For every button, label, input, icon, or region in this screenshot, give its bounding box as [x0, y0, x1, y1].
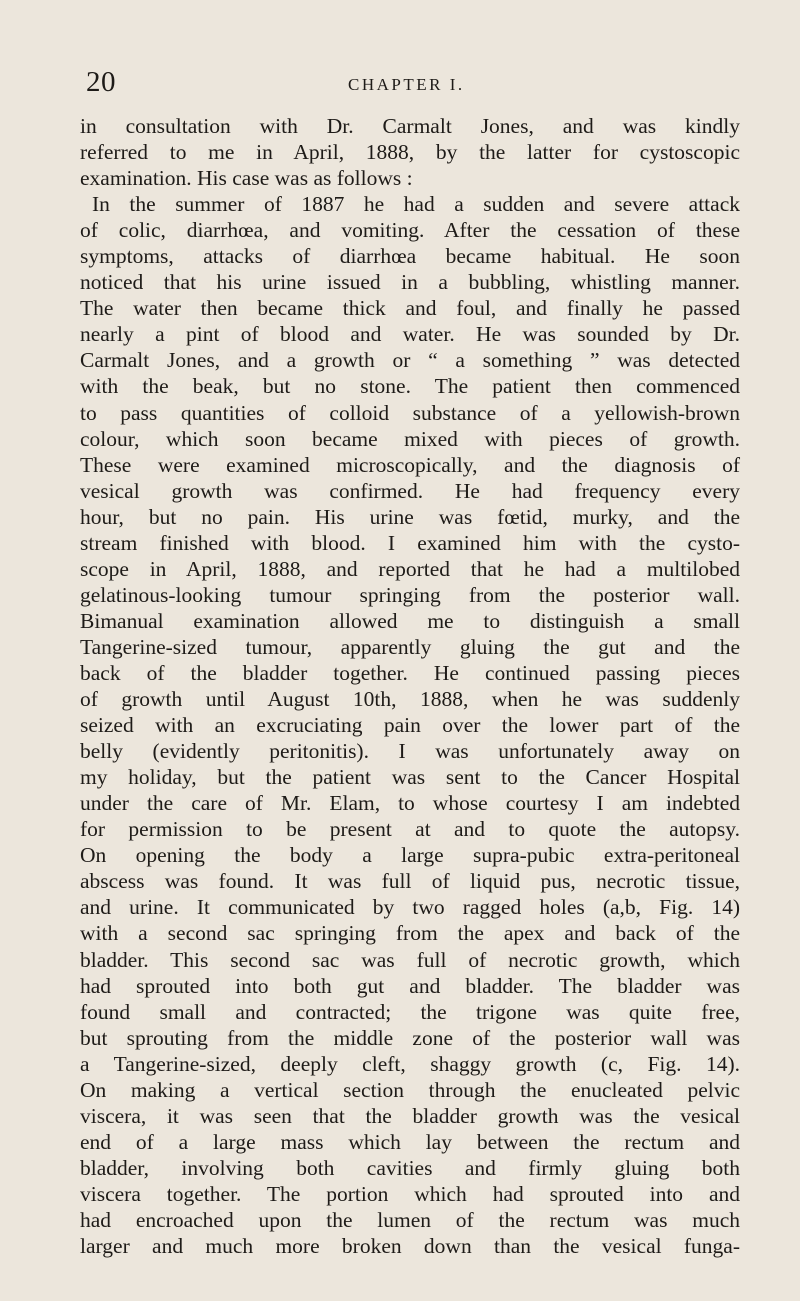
- text-line: stream finished with blood. I examined him with the cysto-: [80, 530, 740, 555]
- text-line: abscess was found. It was full of liquid pus, necrotic tissue,: [80, 869, 740, 894]
- text-line: of colic, diarrhœa, and vomiting. After the cessation of these: [80, 218, 740, 243]
- text-line: referred to me in April, 1888, by the latter for cystoscopic: [80, 140, 740, 165]
- text-line: and urine. It communicated by two ragged holes (a,b, Fig. 14): [80, 895, 740, 920]
- text-line: Tangerine-sized tumour, apparently gluing the gut and the: [80, 634, 740, 659]
- text-line: In the summer of 1887 he had a sudden and severe attack: [92, 192, 740, 217]
- text-line: had encroached upon the lumen of the rectum was much: [80, 1207, 740, 1232]
- text-line: On opening the body a large supra-pubic extra-peritoneal: [80, 843, 740, 868]
- text-line: These were examined microscopically, and the diagnosis of: [80, 452, 740, 477]
- text-line: my holiday, but the patient was sent to the Cancer Hospital: [80, 765, 740, 790]
- text-line: gelatinous-looking tumour springing from the posterior wall.: [80, 582, 740, 607]
- text-line: for permission to be present at and to quote the autopsy.: [80, 817, 740, 842]
- text-line: with a second sac springing from the apex and back of the: [80, 921, 740, 946]
- text-line: but sprouting from the middle zone of the posterior wall was: [80, 1025, 740, 1050]
- text-line: belly (evidently peritonitis). I was unfortunately away on: [80, 739, 740, 764]
- text-line: to pass quantities of colloid substance of a yellowish-brown: [80, 400, 740, 425]
- page-header: [0, 66, 800, 106]
- text-line: On making a vertical section through the enucleated pelvic: [80, 1077, 740, 1102]
- text-line: hour, but no pain. His urine was fœtid, murky, and the: [80, 504, 740, 529]
- text-line: larger and much more broken down than the vesical funga-: [80, 1234, 740, 1259]
- text-line: in consultation with Dr. Carmalt Jones, and was kindly: [80, 114, 740, 138]
- text-line: viscera together. The portion which had sprouted into and: [80, 1181, 740, 1206]
- text-line: symptoms, attacks of diarrhœa became habitual. He soon: [80, 244, 740, 269]
- text-line: had sprouted into both gut and bladder. The bladder was: [80, 973, 740, 998]
- text-line: nearly a pint of blood and water. He was sounded by Dr.: [80, 322, 740, 347]
- text-line: of growth until August 10th, 1888, when he was suddenly: [80, 687, 740, 712]
- text-line: Carmalt Jones, and a growth or “ a something ” was detected: [80, 348, 740, 373]
- text-line: found small and contracted; the trigone was quite free,: [80, 999, 740, 1024]
- text-line: vesical growth was confirmed. He had frequency every: [80, 478, 740, 503]
- body-text: [80, 113, 740, 1259]
- text-line: seized with an excruciating pain over the lower part of the: [80, 713, 740, 738]
- text-line: Bimanual examination allowed me to distinguish a small: [80, 608, 740, 633]
- page-number: 20: [86, 66, 116, 98]
- text-line: bladder, involving both cavities and firmly gluing both: [80, 1155, 740, 1180]
- text-line: end of a large mass which lay between the rectum and: [80, 1129, 740, 1154]
- text-line: with the beak, but no stone. The patient then commenced: [80, 374, 740, 399]
- text-line: colour, which soon became mixed with pieces of growth.: [80, 426, 740, 451]
- text-line: under the care of Mr. Elam, to whose courtesy I am indebted: [80, 791, 740, 816]
- text-line: scope in April, 1888, and reported that he had a multilobed: [80, 556, 740, 581]
- text-line: viscera, it was seen that the bladder growth was the vesical: [80, 1103, 740, 1128]
- text-line: bladder. This second sac was full of necrotic growth, which: [80, 947, 740, 972]
- text-line: noticed that his urine issued in a bubbling, whistling manner.: [80, 270, 740, 295]
- running-head: CHAPTER I.: [348, 75, 465, 94]
- text-line: The water then became thick and foul, and finally he passed: [80, 296, 740, 321]
- text-line: back of the bladder together. He continued passing pieces: [80, 660, 740, 685]
- text-line: examination. His case was as follows :: [80, 166, 413, 191]
- text-line: a Tangerine-sized, deeply cleft, shaggy growth (c, Fig. 14).: [80, 1051, 740, 1076]
